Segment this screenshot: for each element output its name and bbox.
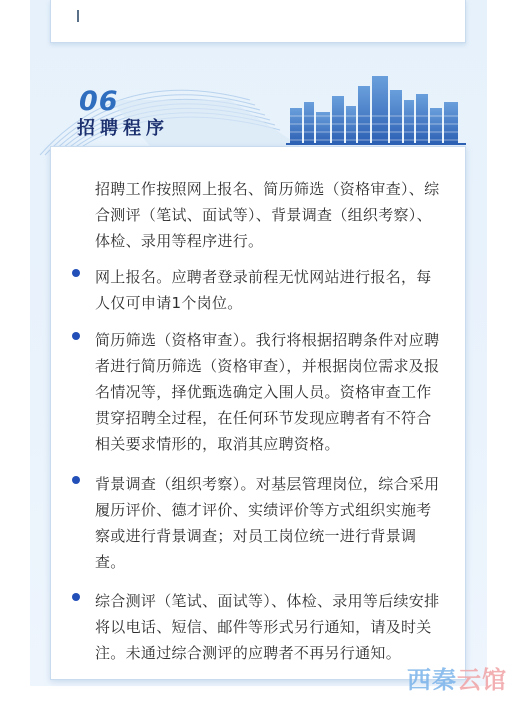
section-number: 06 (79, 86, 119, 117)
bullet-item-background-check: 背景调查（组织考察）。对基层管理岗位，综合采用履历评价、德才评价、实绩评价等方式组织实施考察或进行背景调查；对员工岗位统一进行背景调查。 (95, 475, 440, 571)
watermark-part2: 云馆 (457, 666, 507, 694)
bullet-icon (72, 269, 80, 277)
bullet-icon (72, 332, 80, 340)
bullet-icon (72, 593, 80, 601)
bullet-item-resume-screening: 简历筛选（资格审查）。我行将根据招聘条件对应聘者进行简历筛选（资格审查），并根据岗位需求及报名情况等，择优甄选确定入围人员。资格审查工作贯穿招聘全过程，在任何环节发现应聘者有不符合相关要求情形的，取消其应聘资格。 (95, 331, 440, 453)
bullet-icon (72, 476, 80, 484)
previous-section-card (50, 0, 466, 43)
bullet-item-assessment-notice: 综合测评（笔试、面试等）、体检、录用等后续安排将以电话、短信、邮件等形式另行通知，请及时关注。未通过综合测评的应聘者不再另行通知。 (95, 592, 440, 662)
watermark-logo (407, 660, 507, 695)
section-title: 招聘程序 (77, 118, 169, 139)
intro-paragraph: 招聘工作按照网上报名、简历筛选（资格审查）、综合测评（笔试、面试等）、背景调查（组织考察）、体检、录用等程序进行。 (95, 180, 440, 250)
city-skyline-illustration (286, 72, 466, 146)
watermark-part1: 西秦 (407, 666, 457, 694)
bullet-item-online-registration: 网上报名。应聘者登录前程无忧网站进行报名，每人仅可申请1个岗位。 (95, 268, 432, 312)
text-cursor-mark (77, 10, 79, 22)
